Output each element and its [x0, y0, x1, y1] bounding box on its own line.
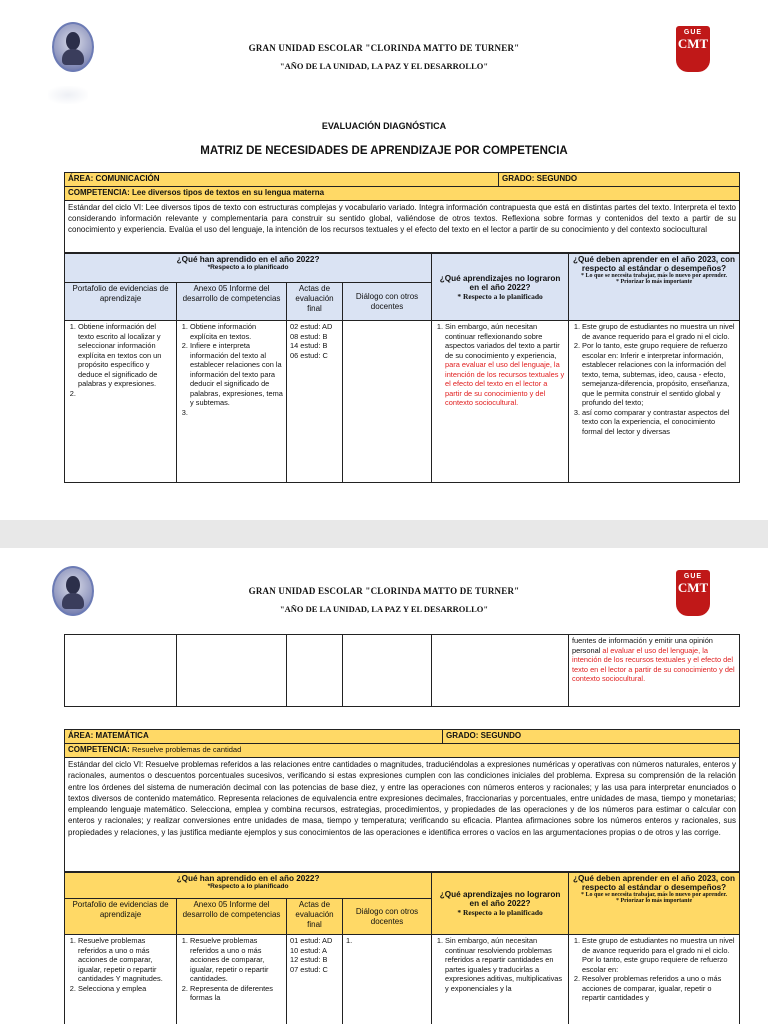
comunicacion-matrix-table — [64, 253, 740, 483]
school-name-2: GRAN UNIDAD ESCOLAR "CLORINDA MATTO DE TURNER" — [248, 586, 520, 596]
grado-label: GRADO: SEGUNDO — [499, 173, 740, 187]
col-anexo-mat: Anexo 05 Informe del desarrollo de competencias — [177, 899, 287, 935]
area-mat-label: ÁREA: MATEMÁTICA — [65, 730, 443, 744]
matematica-header-table — [64, 729, 740, 872]
q2-header: ¿Qué aprendizajes no lograron en el año 2022? * Respecto a lo planificado — [432, 254, 569, 321]
grado-mat-label: GRADO: SEGUNDO — [443, 730, 740, 744]
competencia-mat-label: COMPETENCIA: Resuelve problemas de cantidad — [65, 744, 740, 758]
comunicacion-header-table — [64, 172, 740, 253]
col-dialogo: Diálogo con otros docentes — [343, 283, 432, 321]
estandar-text: Estándar del ciclo VI: Lee diversos tipos de texto con estructuras complejas y vocabulario variado. Integra información contrapuesta que está en distintas partes del texto. Interpreta el texto considerando información relevante y complementaria para construir su sentido global, valiéndose de otros textos. Reflexiona sobre formas y contenidos del texto a partir de su conocimiento y experiencia. Evalúa el uso del lenguaje, la intención de los recursos textuales y el efecto del texto en el lector a partir de su conocimiento y del contexto sociocultural — [65, 201, 740, 253]
no-logrado-cell: 1. Sin embargo, aún necesitan continuar reflexionando sobre aspectos variados del texto a partir de su conocimiento y experiencia, para evaluar el uso del lenguaje, la intención de los recursos textuales y el efecto del texto en el lector a partir de su conocimiento y del contexto sociocultural. — [432, 321, 569, 483]
portafolio-cell: 1. Obtiene información del texto escrito al localizar y seleccionar información explícita en textos con un propósito específico y deduce el significado de palabras y expresiones. 2. — [65, 321, 177, 483]
dialogo-mat-cell: 1. — [343, 935, 432, 1024]
col-portafolio-mat: Portafolio de evidencias de aprendizaje — [65, 899, 177, 935]
no-logrado-mat-cell: 1. Sin embargo, aún necesitan continuar resolviendo problemas referidos a repartir cantidades en partes iguales y traducirlas a expresiones aditivas, multiplicativas y exponenciales y la — [432, 935, 569, 1024]
dialogo-cell — [343, 321, 432, 483]
col-anexo: Anexo 05 Informe del desarrollo de competencias — [177, 283, 287, 321]
actas-mat-cell: 01 estud: AD 10 estud: A 12 estud: B 07 estud: C — [287, 935, 343, 1024]
estandar-mat-text: Estándar del ciclo VI: Resuelve problemas referidos a las relaciones entre cantidades o magnitudes, traduciéndolas a expresiones numéricas y operativas con números naturales, enteros y racionales, aumentos o descuentos porcentuales sucesivos, verificando si estas expresiones cumplen con las condiciones iniciales del problema. Expresa su comprensión de la relación entre los órdenes del sistema de numeración decimal con las potencias de base diez, y entre las operaciones con números enteros y racionales; y las usa para interpretar enunciados o textos diversos de contenido matemático. Representa relaciones de equivalencia entre expresiones decimales, fraccionarias y porcentuales, entre unidades de masa, tiempo y monetarias; empleando lenguaje matemático. Selecciona, emplea y combina recursos, estrategias, procedimientos, y propiedades de las operaciones y de los números para estimar o calcular con enteros y racionales; y realizar conversiones entre unidades de masa, tiempo y temperatura; verificando su eficacia. Plantea afirmaciones sobre los números enteros y racionales, sus propiedades y relaciones, y las justifica mediante ejemplos y sus conocimientos de las operaciones e identifica errores o vacíos en las argumentaciones propias o de otros y las corrige. — [65, 758, 740, 872]
school-name: GRAN UNIDAD ESCOLAR "CLORINDA MATTO DE TURNER" — [248, 43, 520, 53]
anexo-mat-cell: 1. Resuelve problemas referidos a uno o más acciones de comparar, igualar, repetir o repartir cantidades. 2. Representa de diferentes formas la — [177, 935, 287, 1024]
gue-cmt-logo: GUE CMT — [676, 26, 710, 72]
col-actas-mat: Actas de evaluación final — [287, 899, 343, 935]
col-portafolio: Portafolio de evidencias de aprendizaje — [65, 283, 177, 321]
q3-header: ¿Qué deben aprender en el año 2023, con respecto al estándar o desempeños? * Lo que se necesita trabajar, más lo nuevo por aprender. * Priorizar lo más importante — [569, 254, 740, 321]
col-dialogo-mat: Diálogo con otros docentes — [343, 899, 432, 935]
competencia-label: COMPETENCIA: Lee diversos tipos de textos en su lengua materna — [65, 187, 740, 201]
q2-mat-header: ¿Qué aprendizajes no lograron en el año 2022? * Respecto a lo planificado — [432, 873, 569, 935]
deben-continuation-cell: fuentes de información y emitir una opinión personal al evaluar el uso del lenguaje, la intención de los recursos textuales y el efecto del texto en el lector a partir de su conocimiento y del contexto sociocultural. — [569, 635, 740, 707]
area-label: ÁREA: COMUNICACIÓN — [65, 173, 499, 187]
eval-title: EVALUACIÓN DIAGNÓSTICA — [321, 121, 447, 131]
year-motto: "AÑO DE LA UNIDAD, LA PAZ Y EL DESARROLLO" — [279, 61, 489, 71]
year-motto-2: "AÑO DE LA UNIDAD, LA PAZ Y EL DESARROLLO" — [279, 604, 489, 614]
q3-mat-header: ¿Qué deben aprender en el año 2023, con respecto al estándar o desempeños? * Lo que se necesita trabajar, más lo nuevo por aprender. * Priorizar lo más importante — [569, 873, 740, 935]
comunicacion-continuation-table — [64, 634, 740, 707]
deben-mat-cell: 1. Este grupo de estudiantes no muestra un nivel de avance requerido para el grado ni el ciclo. Por lo tanto, este grupo requiere de refuerzo escolar en: 2. Resolver problemas referidos a uno o más acciones de comparar, igualar, repetir o repartir cantidades y — [569, 935, 740, 1024]
q1-header: ¿Qué han aprendido en el año 2022? *Respecto a lo planificado — [65, 254, 432, 283]
portafolio-mat-cell: 1. Resuelve problemas referidos a uno o más acciones de comparar, igualar, repetir o repartir cantidades Y magnitudes. 2. Selecciona y emplea — [65, 935, 177, 1024]
anexo-cell: 1. Obtiene información explícita en textos. 2. Infiere e interpreta información del texto al establecer relaciones con la información del texto para deducir el significado de palabras, expresiones, tema y subtemas. 3. — [177, 321, 287, 483]
q1-mat-header: ¿Qué han aprendido en el año 2022? *Respecto a lo planificado — [65, 873, 432, 899]
gue-cmt-logo-2: GUE CMT — [676, 570, 710, 616]
actas-cell: 02 estud: AD 08 estud: B 14 estud: B 06 estud: C — [287, 321, 343, 483]
col-actas: Actas de evaluación final — [287, 283, 343, 321]
matematica-matrix-table — [64, 872, 740, 1024]
scan-smudge — [48, 86, 88, 104]
page-2 — [0, 548, 768, 1024]
matrix-title: MATRIZ DE NECESIDADES DE APRENDIZAJE POR COMPETENCIA — [200, 145, 568, 157]
deben-aprender-cell: 1. Este grupo de estudiantes no muestra un nivel de avance requerido para el grado ni el ciclo. 2. Por lo tanto, este grupo requiere de refuerzo escolar en: Inferir e interpretar información, establecer relaciones con la información del texto, tema, subtemas, ideo, causa - efecto, semejanza-diferencia, propósito, enseñanza, que le permita construir el sentido global y profundo del texto; 3. así como comparar y contrastar aspectos del texto con la experiencia, el conocimiento formal del lector y diversas — [569, 321, 740, 483]
